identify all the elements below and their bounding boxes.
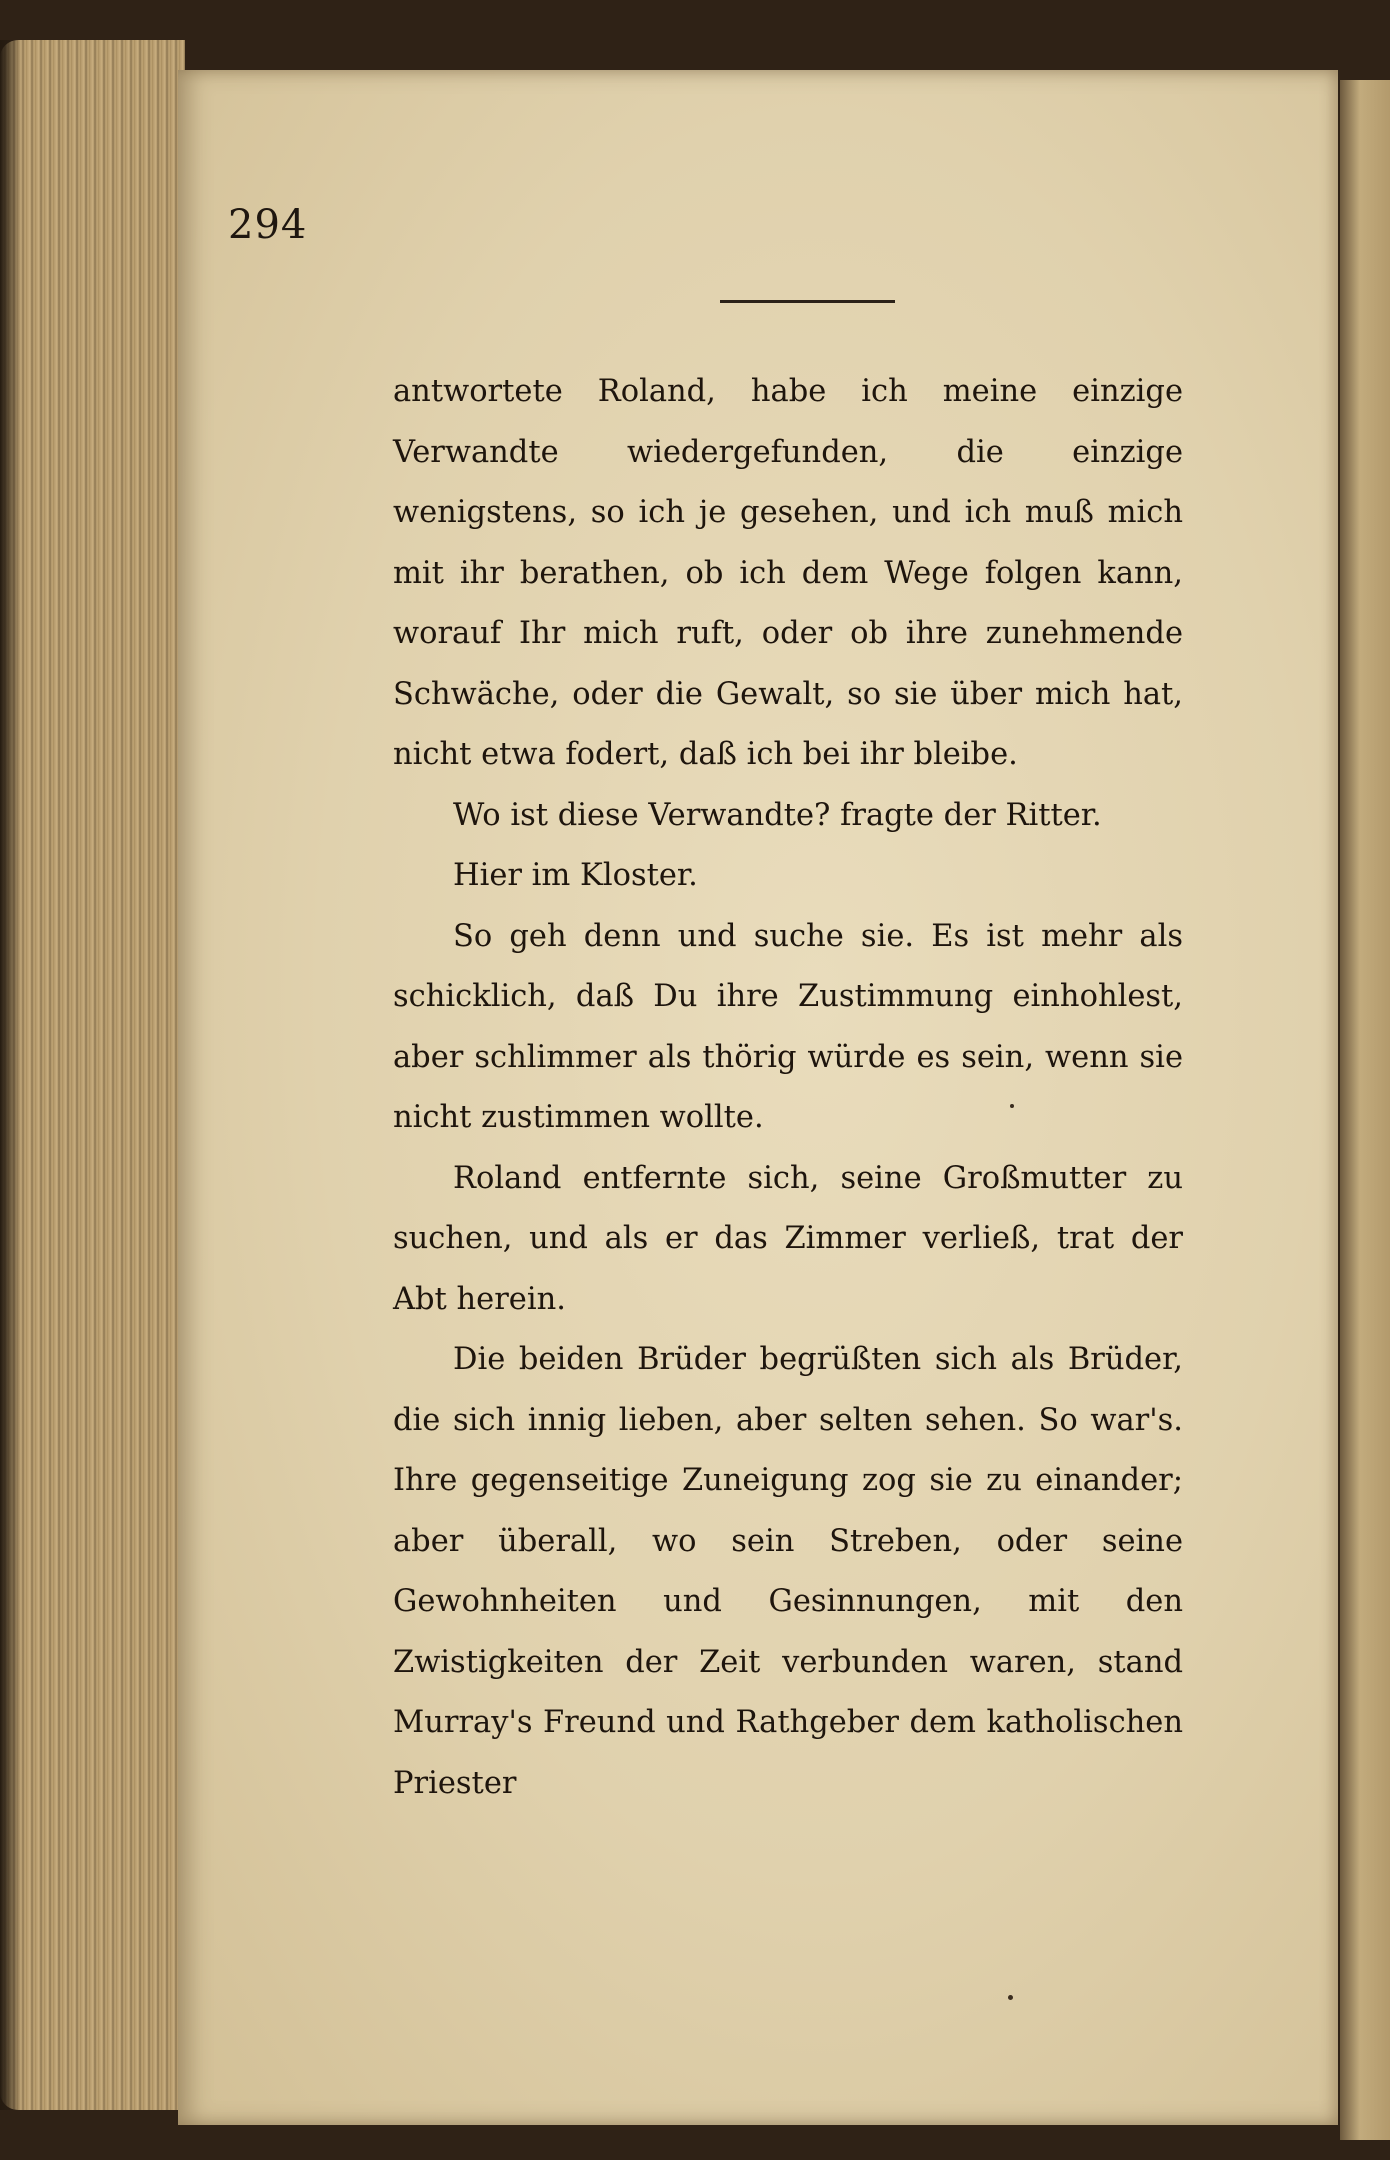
paper-speck bbox=[1010, 1104, 1014, 1108]
paper-speck bbox=[1008, 1995, 1013, 2000]
facing-page-edge bbox=[1340, 80, 1390, 2140]
page-header bbox=[228, 202, 748, 262]
binding-shadow bbox=[0, 40, 22, 2110]
paragraph: Wo ist diese Verwandte? fragte der Ritter. bbox=[453, 797, 1102, 833]
header-rule bbox=[720, 300, 895, 303]
paragraph: Die beiden Brüder begrüßten sich als Brüder, die sich innig lieben, aber selten sehen. So war's. Ihre gegenseitige Zuneigung zog sie zu einander; aber überall, wo sein Streben, oder seine Gewohnheiten und Gesinnungen, mit den Zwistigkeiten der Zeit verbunden waren, stand Murray's Freund und Rathgeber dem katholischen Priester bbox=[393, 1342, 1183, 1801]
paragraph: So geh denn und suche sie. Es ist mehr als schicklich, daß Du ihre Zustimmung einhohlest, aber schlimmer als thörig würde es sein, wenn sie nicht zustimmen wollte. bbox=[393, 918, 1183, 1135]
page-edge-stack bbox=[0, 40, 185, 2110]
paragraph: antwortete Roland, habe ich meine einzige Verwandte wiedergefunden, die einzige wenigstens, so ich je gesehen, und ich muß mich mit ihr berathen, ob ich dem Wege folgen kann, worauf Ihr mich ruft, oder ob ihre zunehmende Schwäche, oder die Gewalt, so sie über mich hat, nicht etwa fodert, daß ich bei ihr bleibe. bbox=[393, 374, 1183, 772]
page-number: 294 bbox=[228, 202, 308, 248]
paragraph: Roland entfernte sich, seine Großmutter zu suchen, und als er das Zimmer verließ, trat der Abt herein. bbox=[393, 1160, 1183, 1317]
page-body bbox=[393, 362, 1183, 1814]
paragraph: Hier im Kloster. bbox=[453, 858, 698, 893]
